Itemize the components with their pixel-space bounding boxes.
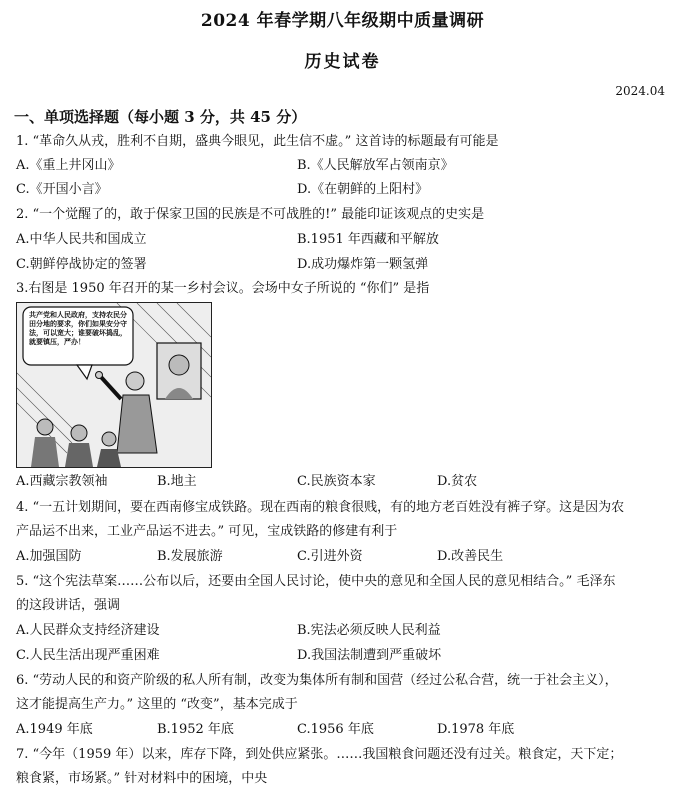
exam-subtitle: 历史试卷: [304, 52, 381, 72]
question-4-option-b: B.发展旅游: [157, 549, 223, 564]
question-6-option-c: C.1956 年底: [297, 722, 374, 737]
question-4-stem-line-1: 4. “一五计划期间，要在西南修宝成铁路。现在西南的粮食很贱，有的地方老百姓没有裤子穿。这是因为农: [16, 500, 625, 515]
question-2-option-c: C.朝鲜停战协定的签署: [16, 257, 147, 272]
question-1-option-a: A.《重上井冈山》: [16, 158, 121, 173]
question-7-stem-line-1: 7. “今年（1959 年）以来，库存下降，到处供应紧张。……我国粮食问题还没有过关。粮食定，天下定；: [16, 747, 623, 762]
question-5-option-a: A.人民群众支持经济建设: [16, 623, 160, 638]
question-1-option-c: C.《开国小言》: [16, 182, 108, 197]
question-4-option-d: D.改善民生: [437, 549, 504, 564]
question-3-option-b: B.地主: [157, 474, 197, 489]
question-6-option-a: A.1949 年底: [16, 722, 93, 737]
question-5-option-d: D.我国法制遭到严重破坏: [297, 648, 442, 663]
question-3-option-c: C.民族资本家: [297, 474, 376, 489]
question-1-option-b: B.《人民解放军占领南京》: [297, 158, 454, 173]
speech-bubble-text: 共产党和人民政府，支持农民分田分地的要求，你们如果安分守法，可以宽大；谁要破坏捣乱，就要镇压，严办！: [29, 311, 127, 346]
question-4-stem-line-2: 产品运不出来，工业产品运不进去。” 可见，宝成铁路的修建有利于: [16, 524, 398, 539]
question-5-stem-line-1: 5. “这个宪法草案……公布以后，还要由全国人民讨论，使中央的意见和全国人民的意见相结合。” 毛泽东: [16, 574, 616, 589]
question-4-option-a: A.加强国防: [16, 549, 82, 564]
question-5-option-c: C.人民生活出现严重困难: [16, 648, 160, 663]
section-title: 一、单项选择题（每小题 3 分，共 45 分）: [14, 108, 307, 126]
exam-date: 2024.04: [615, 84, 665, 98]
question-5-stem-line-2: 的这段讲话，强调: [16, 598, 121, 613]
exam-title: 2024 年春学期八年级期中质量调研: [200, 11, 485, 31]
village-meeting-illustration: [16, 302, 212, 468]
question-2-option-a: A.中华人民共和国成立: [16, 232, 147, 247]
question-4-option-c: C.引进外资: [297, 549, 363, 564]
question-7-stem-line-2: 粮食紧，市场紧。” 针对材料中的困境，中央: [16, 771, 268, 786]
question-2-option-b: B.1951 年西藏和平解放: [297, 232, 439, 247]
question-3-stem: 3.右图是 1950 年召开的某一乡村会议。会场中女子所说的 “你们” 是指: [16, 281, 430, 296]
question-5-option-b: B.宪法必须反映人民利益: [297, 623, 441, 638]
question-2-stem: 2. “一个觉醒了的，敢于保家卫国的民族是不可战胜的!” 最能印证该观点的史实是: [16, 207, 485, 222]
question-2-option-d: D.成功爆炸第一颗氢弹: [297, 257, 429, 272]
question-3-option-a: A.西藏宗教领袖: [16, 474, 108, 489]
question-3-option-d: D.贫农: [437, 474, 478, 489]
question-1-stem: 1. “革命久从戎，胜利不自期，盛典今眼见，此生信不虚。” 这首诗的标题最有可能是: [16, 134, 499, 149]
question-6-stem-line-1: 6. “劳动人民的和资产阶级的私人所有制，改变为集体所有制和国营（经过公私合营，统一于社会主义），: [16, 673, 618, 688]
question-6-option-b: B.1952 年底: [157, 722, 234, 737]
question-1-option-d: D.《在朝鲜的上阳村》: [297, 182, 429, 197]
question-6-stem-line-2: 这才能提高生产力。” 这里的 “改变”，基本完成于: [16, 697, 298, 712]
question-6-option-d: D.1978 年底: [437, 722, 515, 737]
